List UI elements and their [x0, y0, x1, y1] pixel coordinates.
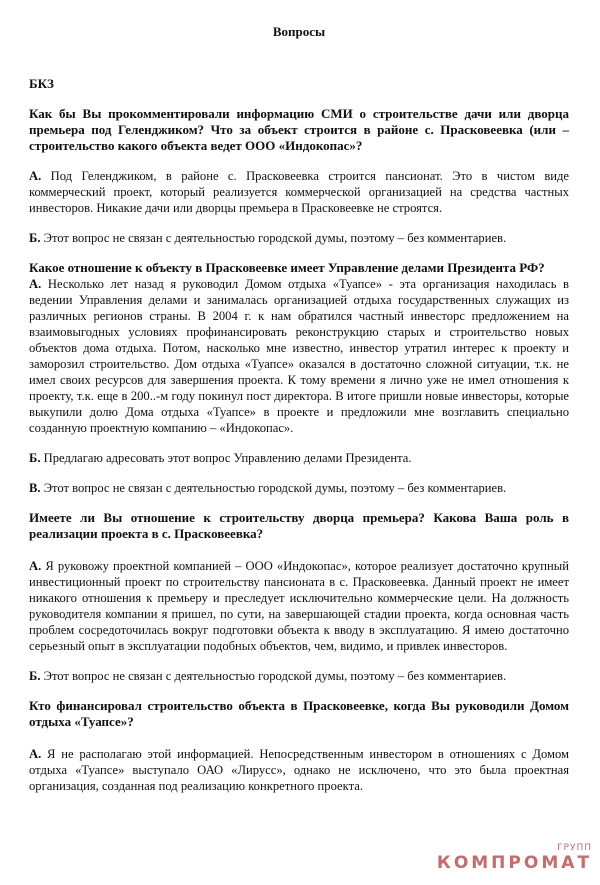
answer [29, 668, 569, 684]
watermark-logo [436, 843, 592, 873]
answer-letter: В. [29, 481, 41, 495]
answer-text: Я не располагаю этой информацией. Непосредственным инвестором в отношениях с Домом отдыха «Туапсе» выступало ОАО «Лирусс», однако не исключено, что это была проектная организация, созданная под реализацию конкретного проекта. [29, 747, 569, 793]
answer-letter: А. [29, 747, 42, 761]
question: Имеете ли Вы отношение к строительству дворца премьера? Какова Ваша роль в реализации проекта в с. Прасковеевка? [29, 510, 569, 541]
question: Как бы Вы прокомментировали информацию СМИ о строительстве дачи или дворца премьера под Геленджиком? Что за объект строится в районе с. Прасковеевка (или – строительство какого объекта ведет ООО «Индокопас»? [29, 106, 569, 153]
answer [29, 450, 569, 466]
answer [29, 480, 569, 496]
page-title: Вопросы [272, 24, 326, 39]
answer [29, 746, 569, 794]
answer-text: Этот вопрос не связан с деятельностью городской думы, поэтому – без комментариев. [40, 231, 507, 245]
answer [29, 168, 569, 216]
question: Какое отношение к объекту в Прасковеевке имеет Управление делами Президента РФ? [29, 260, 545, 275]
answer [29, 276, 569, 436]
answer-letter: А. [29, 559, 42, 573]
question: Кто финансировал строительство объекта в Прасковеевке, когда Вы руководили Домом отдыха «Туапсе»? [29, 698, 569, 729]
answer-letter: Б. [29, 231, 41, 245]
watermark-main: КОМПРОМАТ [436, 853, 592, 873]
answer-text: Предлагаю адресовать этот вопрос Управлению делами Президента. [40, 451, 412, 465]
answer-text: Этот вопрос не связан с деятельностью городской думы, поэтому – без комментариев. [40, 481, 507, 495]
answer-letter: А. [29, 277, 42, 291]
answer-text: Я руковожу проектной компанией – ООО «Индокопас», которое реализует достаточно крупный инвестиционный проект по строительству пансионата в с. Прасковеевка. Данный проект не имеет никакого отношения к премьеру и преследует исключительно коммерческие цели. На должность руководителя компании я пришел, по сути, на завершающей стадии проекта, когда основная часть проблем сосредоточилась вокруг подготовки объекта к вводу в эксплуатацию. Я имею достаточно серьезный опыт в эксплуатации подобных объектов, чем, видимо, и привлек инвесторов. [29, 559, 569, 653]
answer-letter: Б. [29, 451, 41, 465]
section-heading: БКЗ [29, 76, 54, 91]
answer-letter: А. [29, 169, 42, 183]
answer [29, 558, 569, 654]
document-page [29, 16, 569, 794]
answer-text: Несколько лет назад я руководил Домом отдыха «Туапсе» - эта организация находилась в ведении Управления делами и занималась организацией отдыха государственных служащих из различных регионов страны. В 2004 г. к нам обратился частный инвесторс предложением на взаимовыгодных условиях профинансировать реконструкцию старых и строительство новых объектов дома отдыха. Потом, насколько мне известно, инвестор утратил интерес к проекту и заморозил строительство. Дом отдыха «Туапсе» оказался в достаточно сложной ситуации, т.к. не имел своих ресурсов для завершения проекта. К тому времени я лично уже не имел отношения к проекту, т.к. еще в 200..-м году покинул пост директора. В итоге пришли новые инвесторы, которые выкупили долю Дома отдыха «Туапсе» в проекте и предложили мне возглавить специально созданную проектную компанию – «Индокопас». [29, 277, 569, 435]
answer-text: Этот вопрос не связан с деятельностью городской думы, поэтому – без комментариев. [40, 669, 507, 683]
answer-letter: Б. [29, 669, 41, 683]
answer [29, 230, 569, 246]
answer-text: Под Геленджиком, в районе с. Прасковеевка строится пансионат. Это в чистом виде коммерческий проект, который реализуется коммерческой организацией на средства частных инвесторов. Никакие дачи или дворцы премьера в Прасковеевке не строятся. [29, 169, 569, 215]
watermark-sup: ГРУПП [557, 843, 592, 853]
